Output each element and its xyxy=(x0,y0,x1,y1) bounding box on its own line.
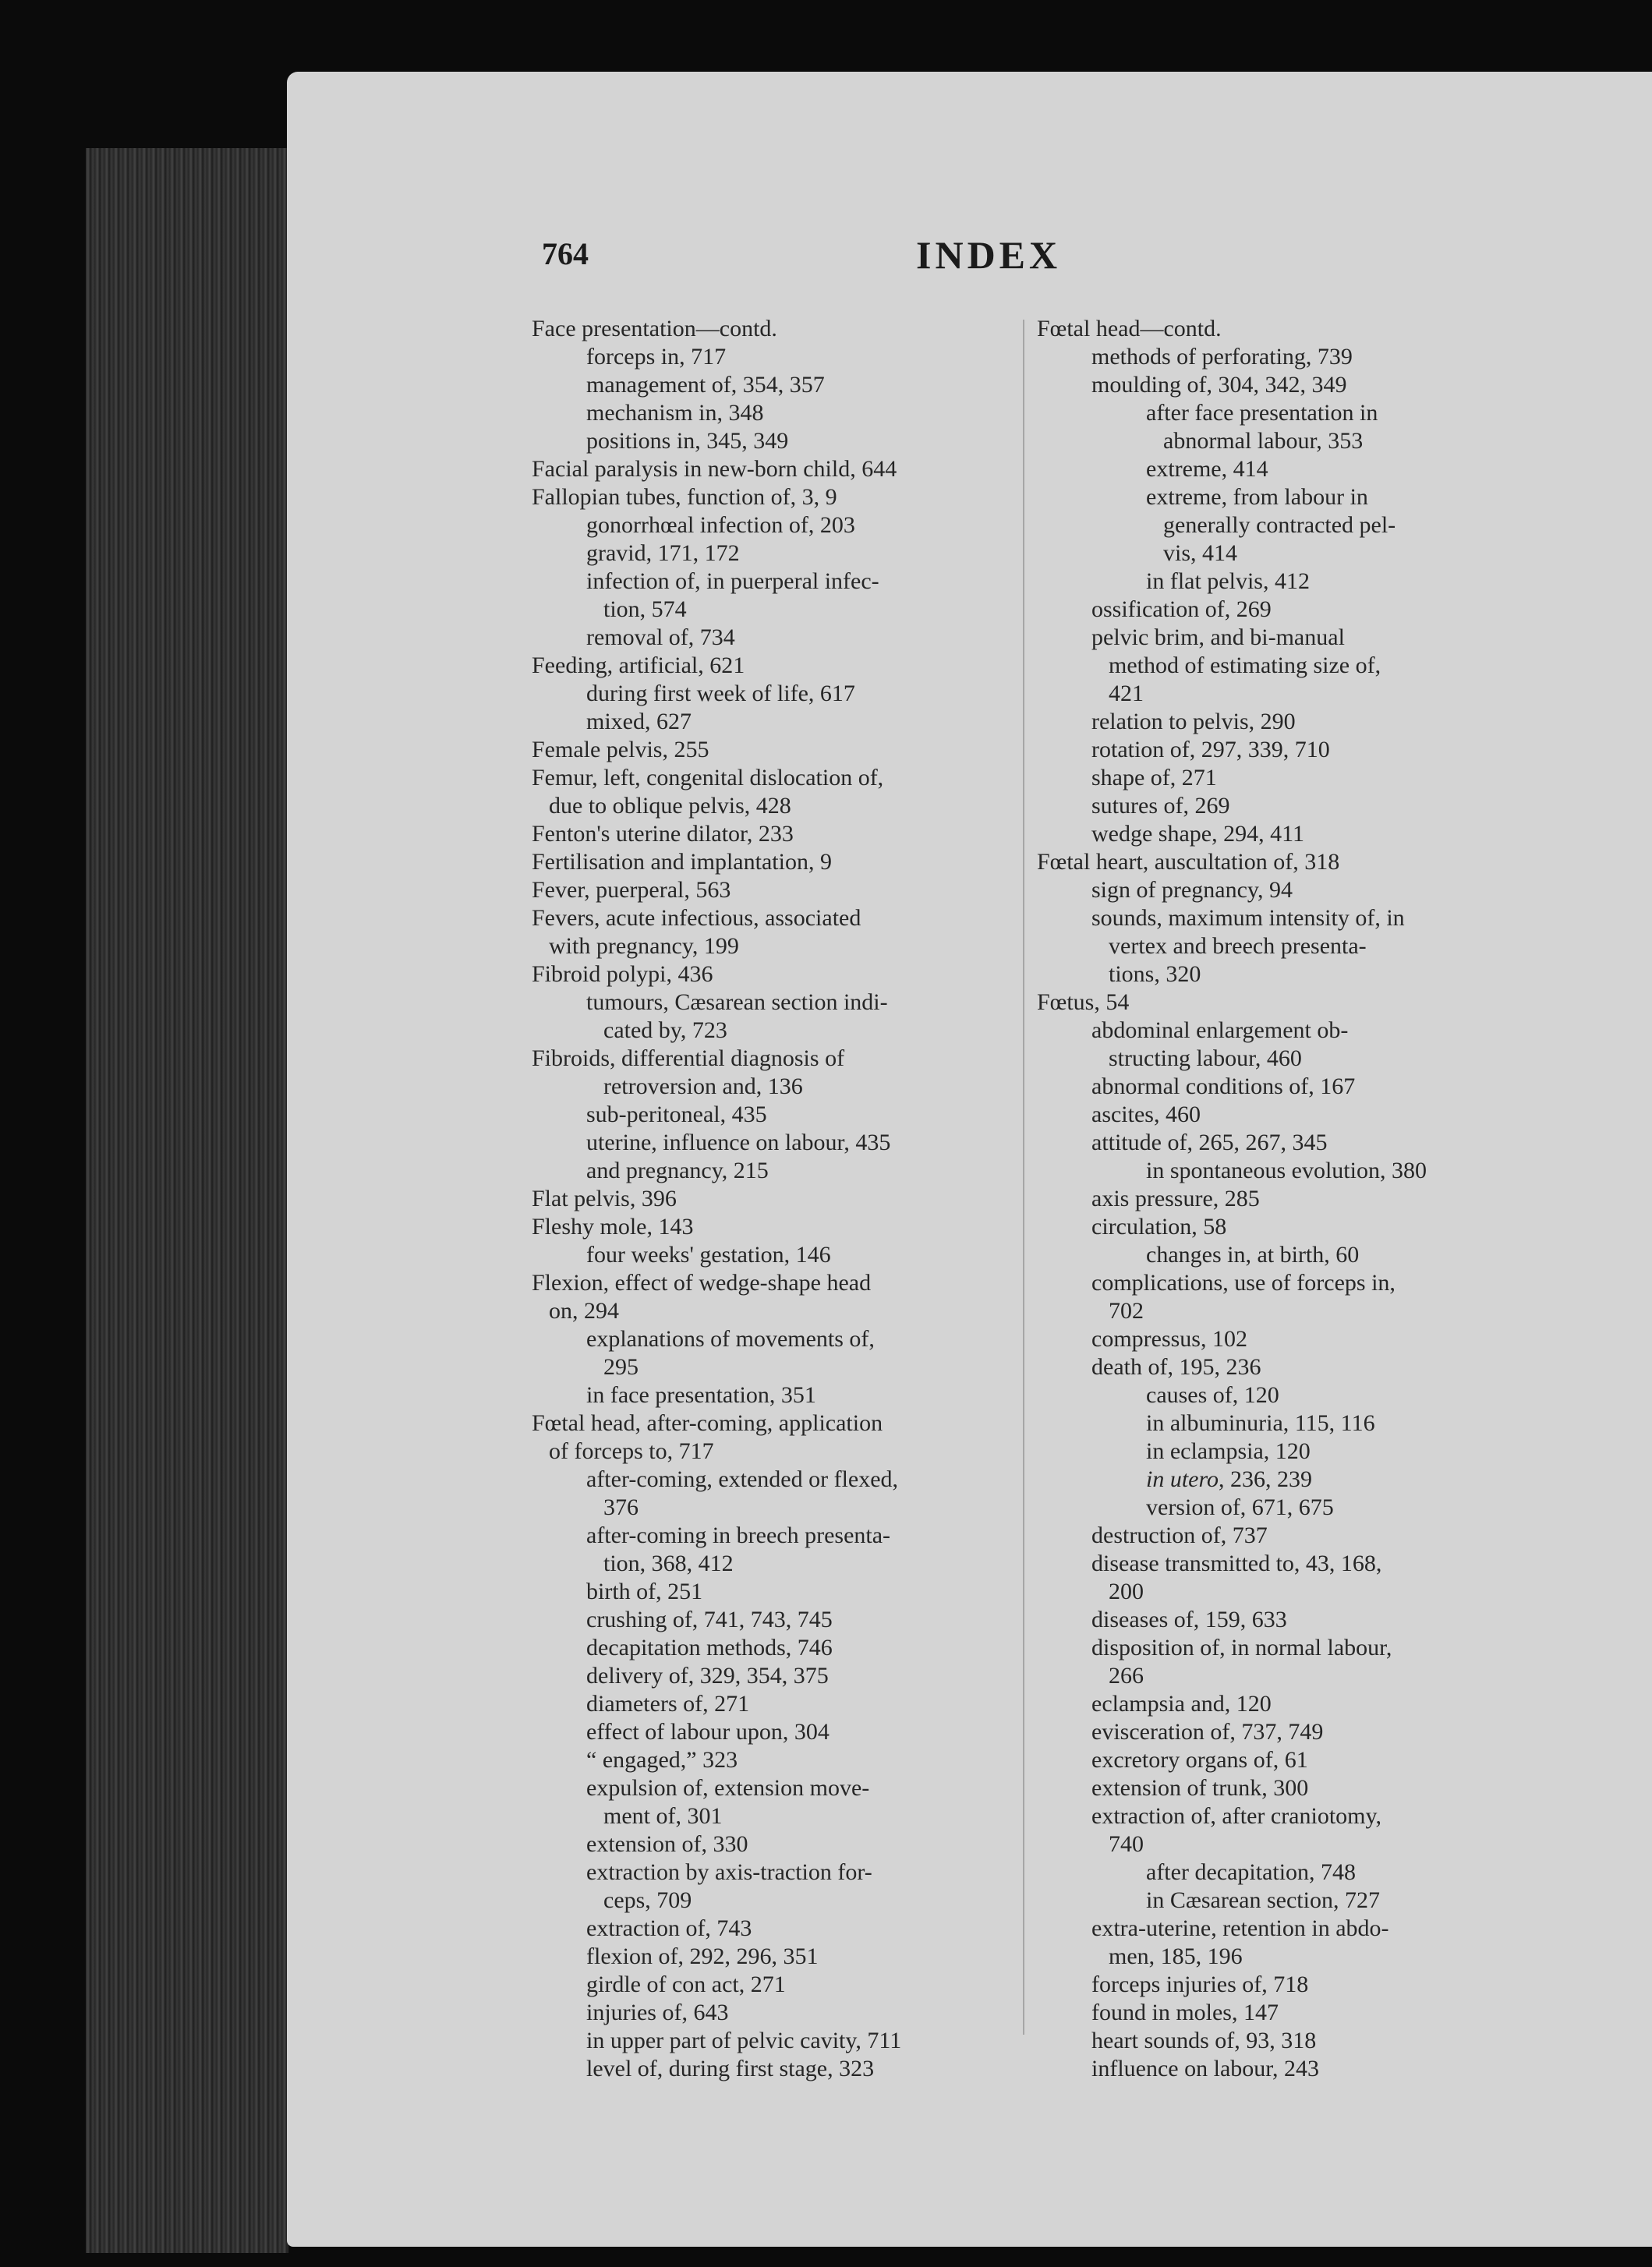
index-entry: tions, 320 xyxy=(1109,961,1201,987)
index-entry: Fibroids, differential diagnosis of xyxy=(532,1045,845,1071)
index-entry: cated by, 723 xyxy=(603,1017,727,1043)
index-entry: in eclampsia, 120 xyxy=(1146,1438,1311,1464)
index-entry: 421 xyxy=(1109,681,1144,706)
book-edge xyxy=(86,148,288,2253)
index-entry: Fertilisation and implantation, 9 xyxy=(532,849,832,875)
index-entry: sounds, maximum intensity of, in xyxy=(1091,905,1405,931)
index-entry: with pregnancy, 199 xyxy=(549,933,739,959)
index-entry: 266 xyxy=(1109,1663,1144,1689)
index-entry: in face presentation, 351 xyxy=(586,1382,816,1408)
index-entry: men, 185, 196 xyxy=(1109,1943,1243,1969)
index-entry: due to oblique pelvis, 428 xyxy=(549,793,791,819)
index-entry: causes of, 120 xyxy=(1146,1382,1279,1408)
index-entry: complications, use of forceps in, xyxy=(1091,1270,1396,1296)
index-entry: 200 xyxy=(1109,1579,1144,1604)
index-entry: extreme, 414 xyxy=(1146,456,1268,482)
index-entry: forceps in, 717 xyxy=(586,344,727,370)
index-entry: ceps, 709 xyxy=(603,1887,692,1913)
index-entry: in Cæsarean section, 727 xyxy=(1146,1887,1380,1913)
index-entry: 295 xyxy=(603,1354,639,1380)
index-entry: forceps injuries of, 718 xyxy=(1091,1972,1309,1997)
index-entry: Fœtal heart, auscultation of, 318 xyxy=(1037,849,1340,875)
index-entry: positions in, 345, 349 xyxy=(586,428,789,454)
index-entry: Fœtal head—contd. xyxy=(1037,316,1222,341)
index-entry: mechanism in, 348 xyxy=(586,400,764,426)
index-entry: rotation of, 297, 339, 710 xyxy=(1091,737,1330,762)
index-entry: extra-uterine, retention in abdo- xyxy=(1091,1915,1389,1941)
index-entry: Fevers, acute infectious, associated xyxy=(532,905,861,931)
index-entry: infection of, in puerperal infec- xyxy=(586,568,879,594)
index-entry: in albuminuria, 115, 116 xyxy=(1146,1410,1375,1436)
index-entry: disposition of, in normal labour, xyxy=(1091,1635,1392,1660)
index-entry: relation to pelvis, 290 xyxy=(1091,709,1296,734)
index-entry: expulsion of, extension move- xyxy=(586,1775,870,1801)
index-entry: after decapitation, 748 xyxy=(1146,1859,1357,1885)
index-entry: after face presentation in xyxy=(1146,400,1378,426)
index-entry: diameters of, 271 xyxy=(586,1691,750,1717)
index-entry: sign of pregnancy, 94 xyxy=(1091,877,1293,903)
index-entry: of forceps to, 717 xyxy=(549,1438,714,1464)
index-entry: gonorrhœal infection of, 203 xyxy=(586,512,855,538)
index-entry: disease transmitted to, 43, 168, xyxy=(1091,1551,1382,1576)
index-entry: Female pelvis, 255 xyxy=(532,737,709,762)
index-entry: after-coming in breech presenta- xyxy=(586,1523,891,1548)
page-number: 764 xyxy=(542,236,589,271)
index-entry: Femur, left, congenital dislocation of, xyxy=(532,765,884,790)
index-entry: wedge shape, 294, 411 xyxy=(1091,821,1304,847)
index-entry: extraction of, 743 xyxy=(586,1915,752,1941)
index-entry: tion, 368, 412 xyxy=(603,1551,734,1576)
index-entry: excretory organs of, 61 xyxy=(1091,1747,1308,1773)
index-entry: Flat pelvis, 396 xyxy=(532,1186,677,1211)
index-entry: girdle of con act, 271 xyxy=(586,1972,786,1997)
index-entry: Fallopian tubes, function of, 3, 9 xyxy=(532,484,837,510)
index-entry: attitude of, 265, 267, 345 xyxy=(1091,1130,1328,1155)
index-entry: four weeks' gestation, 146 xyxy=(586,1242,831,1268)
index-entry: crushing of, 741, 743, 745 xyxy=(586,1607,833,1632)
index-entry: vis, 414 xyxy=(1163,540,1238,566)
page-title: INDEX xyxy=(916,233,1062,277)
index-entry: Fœtal head, after-coming, application xyxy=(532,1410,883,1436)
index-entry: in flat pelvis, 412 xyxy=(1146,568,1310,594)
index-entry: and pregnancy, 215 xyxy=(586,1158,769,1183)
index-entry: generally contracted pel- xyxy=(1163,512,1396,538)
index-entry: birth of, 251 xyxy=(586,1579,703,1604)
index-entry: eclampsia and, 120 xyxy=(1091,1691,1272,1717)
index-entry: extraction of, after craniotomy, xyxy=(1091,1803,1382,1829)
index-entry: structing labour, 460 xyxy=(1109,1045,1302,1071)
index-entry: extension of, 330 xyxy=(586,1831,748,1857)
index-entry: removal of, 734 xyxy=(586,624,735,650)
index-entry: evisceration of, 737, 749 xyxy=(1091,1719,1324,1745)
index-entry: ossification of, 269 xyxy=(1091,596,1272,622)
index-entry: uterine, influence on labour, 435 xyxy=(586,1130,891,1155)
index-entry: in upper part of pelvic cavity, 711 xyxy=(586,2028,902,2053)
index-entry: tumours, Cæsarean section indi- xyxy=(586,989,888,1015)
index-entry: destruction of, 737 xyxy=(1091,1523,1268,1548)
index-entry: compressus, 102 xyxy=(1091,1326,1247,1352)
index-entry: extreme, from labour in xyxy=(1146,484,1368,510)
index-entry: pelvic brim, and bi-manual xyxy=(1091,624,1345,650)
index-entry: extension of trunk, 300 xyxy=(1091,1775,1309,1801)
index-entry: methods of perforating, 739 xyxy=(1091,344,1353,370)
index-entry: tion, 574 xyxy=(603,596,687,622)
index-entry: during first week of life, 617 xyxy=(586,681,855,706)
index-entry: explanations of movements of, xyxy=(586,1326,875,1352)
index-entry: circulation, 58 xyxy=(1091,1214,1227,1240)
index-entry: on, 294 xyxy=(549,1298,619,1324)
index-entry: shape of, 271 xyxy=(1091,765,1217,790)
index-entry: influence on labour, 243 xyxy=(1091,2056,1320,2081)
index-entry: gravid, 171, 172 xyxy=(586,540,740,566)
index-entry: axis pressure, 285 xyxy=(1091,1186,1260,1211)
index-entry: changes in, at birth, 60 xyxy=(1146,1242,1360,1268)
index-entry: Fever, puerperal, 563 xyxy=(532,877,731,903)
index-entry: sub-peritoneal, 435 xyxy=(586,1102,767,1127)
index-entry: flexion of, 292, 296, 351 xyxy=(586,1943,819,1969)
index-entry: decapitation methods, 746 xyxy=(586,1635,833,1660)
index-entry: method of estimating size of, xyxy=(1109,653,1381,678)
index-entry: ment of, 301 xyxy=(603,1803,723,1829)
index-entry: mixed, 627 xyxy=(586,709,692,734)
index-entry: effect of labour upon, 304 xyxy=(586,1719,830,1745)
index-entry: found in moles, 147 xyxy=(1091,2000,1279,2025)
index-entry: abnormal conditions of, 167 xyxy=(1091,1073,1356,1099)
index-column-right xyxy=(1037,315,1503,2083)
index-entry: delivery of, 329, 354, 375 xyxy=(586,1663,829,1689)
index-entry: heart sounds of, 93, 318 xyxy=(1091,2028,1317,2053)
index-entry: ascites, 460 xyxy=(1091,1102,1201,1127)
index-entry: diseases of, 159, 633 xyxy=(1091,1607,1287,1632)
index-entry: version of, 671, 675 xyxy=(1146,1494,1334,1520)
index-entry: Fleshy mole, 143 xyxy=(532,1214,694,1240)
index-entry: 376 xyxy=(603,1494,639,1520)
index-entry: Fibroid polypi, 436 xyxy=(532,961,713,987)
index-entry: after-coming, extended or flexed, xyxy=(586,1466,899,1492)
index-entry: abnormal labour, 353 xyxy=(1163,428,1364,454)
index-entry: Face presentation—contd. xyxy=(532,316,777,341)
index-entry: sutures of, 269 xyxy=(1091,793,1230,819)
index-entry: “ engaged,” 323 xyxy=(586,1747,738,1773)
index-entry: abdominal enlargement ob- xyxy=(1091,1017,1349,1043)
index-entry: moulding of, 304, 342, 349 xyxy=(1091,372,1347,398)
index-entry: Fenton's uterine dilator, 233 xyxy=(532,821,794,847)
index-entry: Feeding, artificial, 621 xyxy=(532,653,745,678)
index-entry: in spontaneous evolution, 380 xyxy=(1146,1158,1427,1183)
index-entry: injuries of, 643 xyxy=(586,2000,729,2025)
index-entry: Fœtus, 54 xyxy=(1037,989,1130,1015)
index-entry: Flexion, effect of wedge-shape head xyxy=(532,1270,872,1296)
index-column-left xyxy=(532,315,998,2083)
index-entry: 740 xyxy=(1109,1831,1144,1857)
index-entry: vertex and breech presenta- xyxy=(1109,933,1367,959)
index-entry: management of, 354, 357 xyxy=(586,372,825,398)
column-divider xyxy=(1023,320,1024,2035)
index-entry: retroversion and, 136 xyxy=(603,1073,803,1099)
index-entry: 702 xyxy=(1109,1298,1144,1324)
index-entry: death of, 195, 236 xyxy=(1091,1354,1261,1380)
index-entry: in utero, 236, 239 xyxy=(1146,1466,1313,1492)
index-entry: Facial paralysis in new-born child, 644 xyxy=(532,456,897,482)
index-entry: extraction by axis-traction for- xyxy=(586,1859,872,1885)
index-entry: level of, during first stage, 323 xyxy=(586,2056,875,2081)
